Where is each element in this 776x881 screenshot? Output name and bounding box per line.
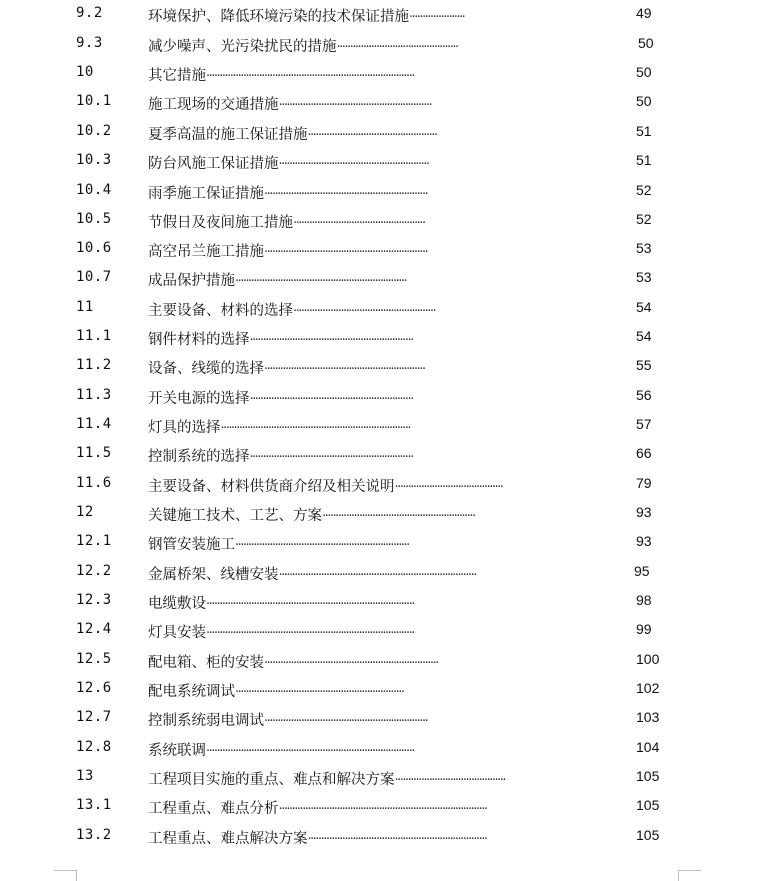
toc-entry: [148, 827, 487, 848]
toc-row[interactable]: [0, 237, 776, 266]
toc-row[interactable]: [0, 2, 776, 31]
toc-row[interactable]: [0, 61, 776, 90]
toc-leader-dots: ···········································································: [278, 568, 476, 583]
toc-row[interactable]: [0, 413, 776, 442]
toc-row[interactable]: [0, 589, 776, 618]
toc-leader-dots: ··································································: [235, 538, 409, 553]
toc-page-number: 55: [636, 357, 652, 373]
toc-number: 11.5: [76, 445, 112, 461]
toc-row[interactable]: [0, 824, 776, 853]
toc-entry: [148, 123, 436, 144]
toc-number: 13.1: [76, 797, 112, 813]
toc-number: 9.3: [76, 35, 103, 51]
toc-row[interactable]: [0, 296, 776, 325]
toc-entry: [148, 533, 409, 554]
toc-leader-dots: ······························································: [249, 392, 413, 407]
toc-entry: [148, 35, 458, 56]
toc-leader-dots: ································································: [235, 685, 404, 700]
toc-title: 配电系统调试: [148, 684, 235, 700]
toc-page-number: 105: [636, 827, 660, 843]
toc-leader-dots: ·········································: [394, 480, 503, 495]
toc-page-number: 93: [636, 504, 652, 520]
toc-number: 13.2: [76, 827, 112, 843]
toc-entry: [148, 211, 425, 232]
toc-number: 10.3: [76, 152, 112, 168]
toc-leader-dots: ··························································: [322, 509, 475, 524]
toc-number: 11.2: [76, 357, 112, 373]
toc-entry: [148, 357, 425, 378]
toc-number: 10.1: [76, 93, 112, 109]
toc-leader-dots: ······························································: [264, 187, 428, 202]
toc-row[interactable]: [0, 149, 776, 178]
toc-page-number: 49: [636, 5, 652, 21]
toc-page-number: 52: [636, 182, 652, 198]
toc-page-number: 51: [636, 152, 652, 168]
toc-row[interactable]: [0, 618, 776, 647]
toc-entry: [148, 651, 438, 672]
toc-entry: [148, 709, 427, 730]
toc-number: 12.8: [76, 739, 112, 755]
toc-title: 灯具安装: [148, 625, 206, 641]
toc-row[interactable]: [0, 677, 776, 706]
toc-number: 9.2: [76, 5, 103, 21]
toc-row[interactable]: [0, 472, 776, 501]
toc-number: 11.6: [76, 475, 112, 491]
toc-entry: [148, 445, 413, 466]
toc-title: 控制系统弱电调试: [148, 713, 264, 729]
toc-title: 主要设备、材料供货商介绍及相关说明: [148, 479, 395, 495]
toc-leader-dots: ·················································: [307, 128, 437, 143]
toc-leader-dots: ··················································: [293, 216, 425, 231]
toc-leader-dots: ······················································: [293, 304, 436, 319]
toc-page-number: 105: [636, 768, 660, 784]
toc-page-number: 95: [634, 563, 650, 579]
toc-title: 钢件材料的选择: [148, 332, 250, 348]
toc-entry: [148, 621, 414, 642]
toc-number: 11.4: [76, 416, 112, 432]
toc-row[interactable]: [0, 736, 776, 765]
toc-page-number: 53: [636, 240, 652, 256]
toc-leader-dots: ······························································: [264, 245, 428, 260]
toc-row[interactable]: [0, 530, 776, 559]
toc-title: 防台风施工保证措施: [148, 156, 279, 172]
toc-leader-dots: ·····················: [409, 10, 465, 25]
toc-entry: [148, 739, 414, 760]
toc-page-number: 54: [636, 328, 652, 344]
toc-entry: [148, 328, 413, 349]
toc-row[interactable]: [0, 32, 776, 61]
toc-row[interactable]: [0, 179, 776, 208]
toc-title: 环境保护、降低环境污染的技术保证措施: [148, 9, 409, 25]
toc-row[interactable]: [0, 648, 776, 677]
toc-title: 节假日及夜间施工措施: [148, 215, 293, 231]
toc-page-number: 51: [636, 123, 652, 139]
toc-title: 控制系统的选择: [148, 449, 250, 465]
toc-leader-dots: ··············································: [336, 40, 458, 55]
toc-number: 10.4: [76, 182, 112, 198]
toc-number: 11: [76, 299, 94, 315]
toc-leader-dots: ···············································································: [206, 597, 414, 612]
toc-page-number: 105: [636, 797, 660, 813]
toc-page-number: 50: [638, 35, 654, 51]
toc-number: 12.3: [76, 592, 112, 608]
toc-leader-dots: ·····························································: [264, 362, 425, 377]
toc-number: 10.7: [76, 269, 112, 285]
toc-title: 减少噪声、光污染扰民的措施: [148, 39, 337, 55]
toc-title: 成品保护措施: [148, 273, 235, 289]
toc-entry: [148, 563, 476, 584]
page-margin-corner-mark: [54, 870, 77, 881]
toc-title: 施工现场的交通措施: [148, 97, 279, 113]
toc-page-number: 50: [636, 64, 652, 80]
toc-entry: [148, 387, 413, 408]
toc-page-number: 53: [636, 269, 652, 285]
toc-page-number: 52: [636, 211, 652, 227]
toc-leader-dots: ····································································: [307, 832, 487, 847]
toc-row[interactable]: [0, 90, 776, 119]
toc-page-number: 103: [636, 709, 660, 725]
toc-title: 工程重点、难点分析: [148, 801, 279, 817]
toc-entry: [148, 269, 406, 290]
toc-page-number: 100: [636, 651, 660, 667]
toc-page-number: 98: [636, 592, 652, 608]
toc-leader-dots: ··········································: [394, 773, 506, 788]
toc-number: 12.6: [76, 680, 112, 696]
toc-title: 设备、线缆的选择: [148, 361, 264, 377]
toc-row[interactable]: [0, 384, 776, 413]
toc-entry: [148, 5, 464, 26]
toc-entry: [148, 93, 431, 114]
toc-page-number: 99: [636, 621, 652, 637]
toc-page-number: 102: [636, 680, 660, 696]
toc-title: 关键施工技术、工艺、方案: [148, 508, 322, 524]
toc-title: 开关电源的选择: [148, 391, 250, 407]
toc-title: 系统联调: [148, 743, 206, 759]
toc-leader-dots: ···············································································: [206, 626, 414, 641]
toc-row[interactable]: [0, 442, 776, 471]
toc-number: 13: [76, 768, 94, 784]
toc-row[interactable]: [0, 706, 776, 735]
toc-number: 10.2: [76, 123, 112, 139]
toc-number: 12: [76, 504, 94, 520]
toc-number: 11.3: [76, 387, 112, 403]
toc-number: 10: [76, 64, 94, 80]
toc-row[interactable]: [0, 794, 776, 823]
page-margin-corner-mark: [678, 870, 701, 881]
toc-page-number: 56: [636, 387, 652, 403]
toc-number: 10.5: [76, 211, 112, 227]
toc-number: 11.1: [76, 328, 112, 344]
toc-leader-dots: ······························································: [249, 450, 413, 465]
toc-page-number: 54: [636, 299, 652, 315]
toc-entry: [148, 768, 505, 789]
toc-leader-dots: ··································································: [264, 656, 438, 671]
toc-row[interactable]: [0, 765, 776, 794]
toc-page-number: 79: [636, 475, 652, 491]
toc-entry: [148, 240, 427, 261]
toc-page-number: 93: [636, 533, 652, 549]
toc-leader-dots: ········································································: [220, 421, 411, 436]
toc-entry: [148, 152, 429, 173]
toc-leader-dots: ······························································: [249, 333, 413, 348]
toc-title: 高空吊兰施工措施: [148, 244, 264, 260]
toc-page-number: 57: [636, 416, 652, 432]
toc-title: 主要设备、材料的选择: [148, 303, 293, 319]
toc-entry: [148, 592, 414, 613]
toc-number: 12.2: [76, 563, 112, 579]
toc-entry: [148, 64, 414, 85]
toc-number: 12.1: [76, 533, 112, 549]
toc-page-number: 66: [636, 445, 652, 461]
toc-leader-dots: ···············································································: [278, 802, 487, 817]
toc-leader-dots: ·································································: [235, 274, 407, 289]
toc-leader-dots: ··························································: [278, 98, 432, 113]
toc-entry: [148, 182, 427, 203]
toc-number: 12.5: [76, 651, 112, 667]
toc-title: 灯具的选择: [148, 420, 221, 436]
toc-page-number: 104: [636, 739, 660, 755]
toc-leader-dots: ·························································: [278, 157, 429, 172]
toc-entry: [148, 504, 475, 525]
toc-title: 电缆敷设: [148, 596, 206, 612]
toc-title: 工程项目实施的重点、难点和解决方案: [148, 772, 395, 788]
toc-row[interactable]: [0, 208, 776, 237]
toc-row[interactable]: [0, 560, 776, 589]
toc-page-number: 50: [636, 93, 652, 109]
toc-number: 10.6: [76, 240, 112, 256]
toc-leader-dots: ···············································································: [206, 69, 414, 84]
toc-title: 配电箱、柜的安装: [148, 655, 264, 671]
toc-row[interactable]: [0, 120, 776, 149]
toc-entry: [148, 299, 435, 320]
toc-title: 钢管安装施工: [148, 537, 235, 553]
toc-title: 金属桥架、线槽安装: [148, 567, 279, 583]
toc-entry: [148, 475, 502, 496]
toc-title: 雨季施工保证措施: [148, 186, 264, 202]
toc-entry: [148, 680, 403, 701]
toc-title: 工程重点、难点解决方案: [148, 831, 308, 847]
toc-entry: [148, 797, 486, 818]
toc-row[interactable]: [0, 266, 776, 295]
toc-row[interactable]: [0, 501, 776, 530]
toc-leader-dots: ···············································································: [206, 744, 414, 759]
toc-row[interactable]: [0, 354, 776, 383]
toc-leader-dots: ······························································: [264, 714, 428, 729]
toc-entry: [148, 416, 410, 437]
toc-title: 其它措施: [148, 68, 206, 84]
toc-title: 夏季高温的施工保证措施: [148, 127, 308, 143]
toc-number: 12.4: [76, 621, 112, 637]
toc-number: 12.7: [76, 709, 112, 725]
toc-row[interactable]: [0, 325, 776, 354]
